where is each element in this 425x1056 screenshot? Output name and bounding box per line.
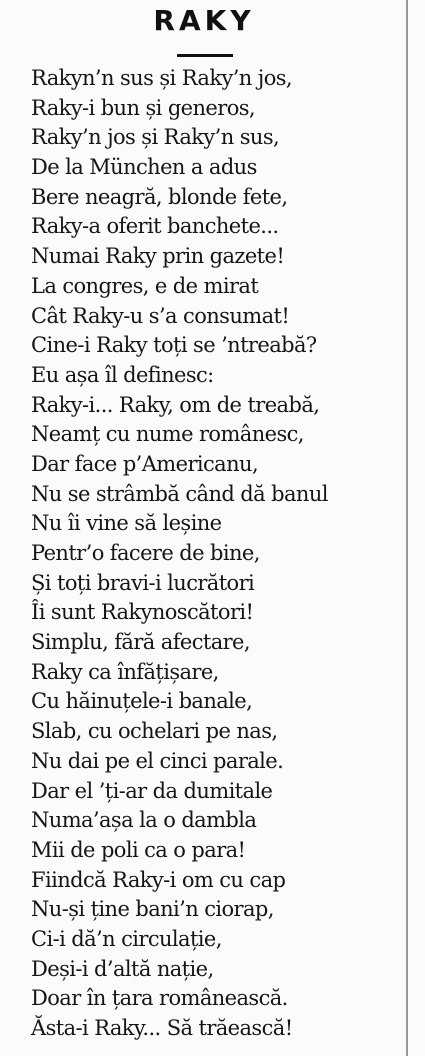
poem-line: Simplu, fără afectare, <box>31 630 250 655</box>
poem-line: Rakyn’n sus și Raky’n jos, <box>31 66 293 90</box>
poem-line: Cu hăinuțele-i banale, <box>31 689 253 714</box>
poem-line: Raky ca înfățișare, <box>31 659 219 684</box>
poem-line: Ăsta-i Raky... Să trăească! <box>31 1016 293 1040</box>
poem-line: Slab, cu ochelari pe nas, <box>31 719 278 744</box>
poem-line: Cine-i Raky toți se ’ntreabă? <box>31 333 317 358</box>
poem-line: Numai Raky prin gazete! <box>31 244 285 269</box>
poem-line: Ci-i dă’n circulație, <box>31 926 222 951</box>
poem-line: Raky-i... Raky, om de treabă, <box>31 392 320 417</box>
poem-line: Nu-și ține bani’n ciorap, <box>31 897 274 922</box>
column-divider <box>406 0 408 1056</box>
poem-body <box>31 64 406 1044</box>
title-underline <box>177 54 233 57</box>
poem-line: Doar în țara românească. <box>31 986 288 1011</box>
poem-line: Raky-i bun și generos, <box>31 95 255 120</box>
poem-line: Dar el ’ți-ar da dumitale <box>31 778 273 803</box>
poem-line: Mii de poli ca o para! <box>31 837 246 862</box>
poem-line: Îi sunt Rakynoscători! <box>31 600 254 625</box>
poem-line: Pentr’o facere de bine, <box>31 541 260 565</box>
poem-line: Nu se strâmbă când dă banul <box>31 481 328 506</box>
poem-line: Neamț cu nume românesc, <box>31 422 304 447</box>
poem-line: Nu dai pe el cinci parale. <box>31 748 284 773</box>
poem-line: Fiindcă Raky-i om cu cap <box>31 867 286 892</box>
poem-line: Nu îi vine să leșine <box>31 511 222 536</box>
poem-line: Dar face p’Americanu, <box>31 451 259 476</box>
poem-line: Deși-i d’altă nație, <box>31 956 214 981</box>
poem-line: Eu așa îl definesc: <box>31 362 214 387</box>
poem-line: Bere neagră, blonde fete, <box>31 184 288 209</box>
poem-line: Raky’n jos și Raky’n sus, <box>31 125 280 150</box>
poem-line: Și toți bravi-i lucrători <box>31 570 255 595</box>
poem-line: Cât Raky-u s’a consumat! <box>31 303 290 328</box>
poem-line: La congres, e de mirat <box>31 273 259 298</box>
poem-line: De la München a adus <box>31 155 257 180</box>
poem-line: Numa’așa la o dambla <box>31 808 257 833</box>
poem-title: RAKY <box>153 4 255 37</box>
poem-line: Raky-a oferit banchete... <box>31 214 279 239</box>
